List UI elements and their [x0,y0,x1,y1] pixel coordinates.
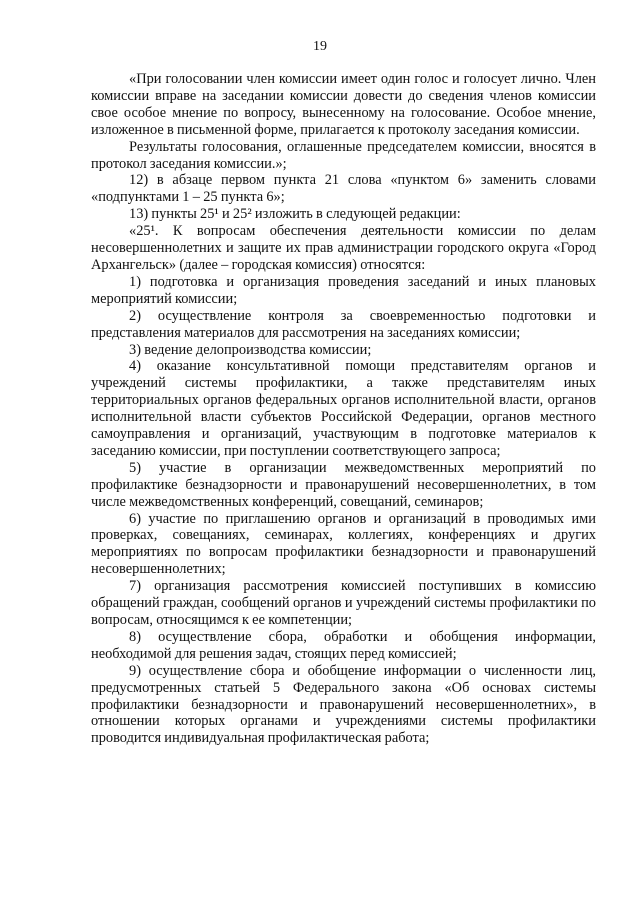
document-body [91,71,596,747]
list-item-5: 5) участие в организации межведомственных мероприятий по профилактике безнадзорности и правонарушений несовершеннолетних, в том числе межведомственных конференций, совещаний, семинаров; [91,459,596,510]
list-item-8: 8) осуществление сбора, обработки и обобщения информации, необходимой для решения задач, стоящих перед комиссией; [91,628,596,662]
paragraph-voting-rules: «При голосовании член комиссии имеет один голос и голосует лично. Член комиссии вправе на заседании комиссии довести до сведения членов комиссии свое особое мнение по вопросу, вынесенному на голосование. Особое мнение, изложенное в письменной форме, прилагается к протоколу заседания комиссии. [91,71,596,138]
list-item-2: 2) осуществление контроля за своевременностью подготовки и представления материалов для рассмотрения на заседаниях комиссии; [91,307,596,341]
list-item-6: 6) участие по приглашению органов и организаций в проводимых ими проверках, совещаниях, семинарах, коллегиях, конференциях и других мероприятиях по вопросам профилактики безнадзорности и правонарушений несовершеннолетних; [91,510,596,578]
list-item-1: 1) подготовка и организация проведения заседаний и иных плановых мероприятий комиссии; [91,273,596,307]
list-item-7: 7) организация рассмотрения комиссией поступивших в комиссию обращений граждан, сообщений органов и учреждений системы профилактики по вопросам, относящимся к ее компетенции; [91,578,596,628]
paragraph-clause-25-1: «25¹. К вопросам обеспечения деятельности комиссии по делам несовершеннолетних и защите их прав администрации городского округа «Город Архангельск» (далее – городская комиссия) относятся: [91,223,596,273]
list-item-9: 9) осуществление сбора и обобщение информации о численности лиц, предусмотренных статьей 5 Федерального закона «Об основах системы профилактики безнадзорности и правонарушений несовершеннолетних», в отношении которых органами и учреждениями системы профилактики проводится индивидуальная профилактическая работа; [91,662,596,747]
list-item-4: 4) оказание консультативной помощи представителям органов и учреждений системы профилактики, а также представителям иных территориальных органов федеральных органов исполнительной власти, органов исполнительной власти субъектов Российской Федерации, органов местного самоуправления и организаций, участвующим в подготовке материалов к заседанию комиссии, при поступлении соответствующего запроса; [91,358,596,459]
paragraph-item-13: 13) пункты 25¹ и 25² изложить в следующей редакции: [129,206,461,223]
page-number: 19 [313,39,327,54]
list-item-3: 3) ведение делопроизводства комиссии; [129,341,372,358]
paragraph-item-12: 12) в абзаце первом пункта 21 слова «пунктом 6» заменить словами «подпунктами 1 – 25 пункта 6»; [91,172,596,206]
paragraph-voting-results: Результаты голосования, оглашенные председателем комиссии, вносятся в протокол заседания комиссии.»; [91,138,596,172]
